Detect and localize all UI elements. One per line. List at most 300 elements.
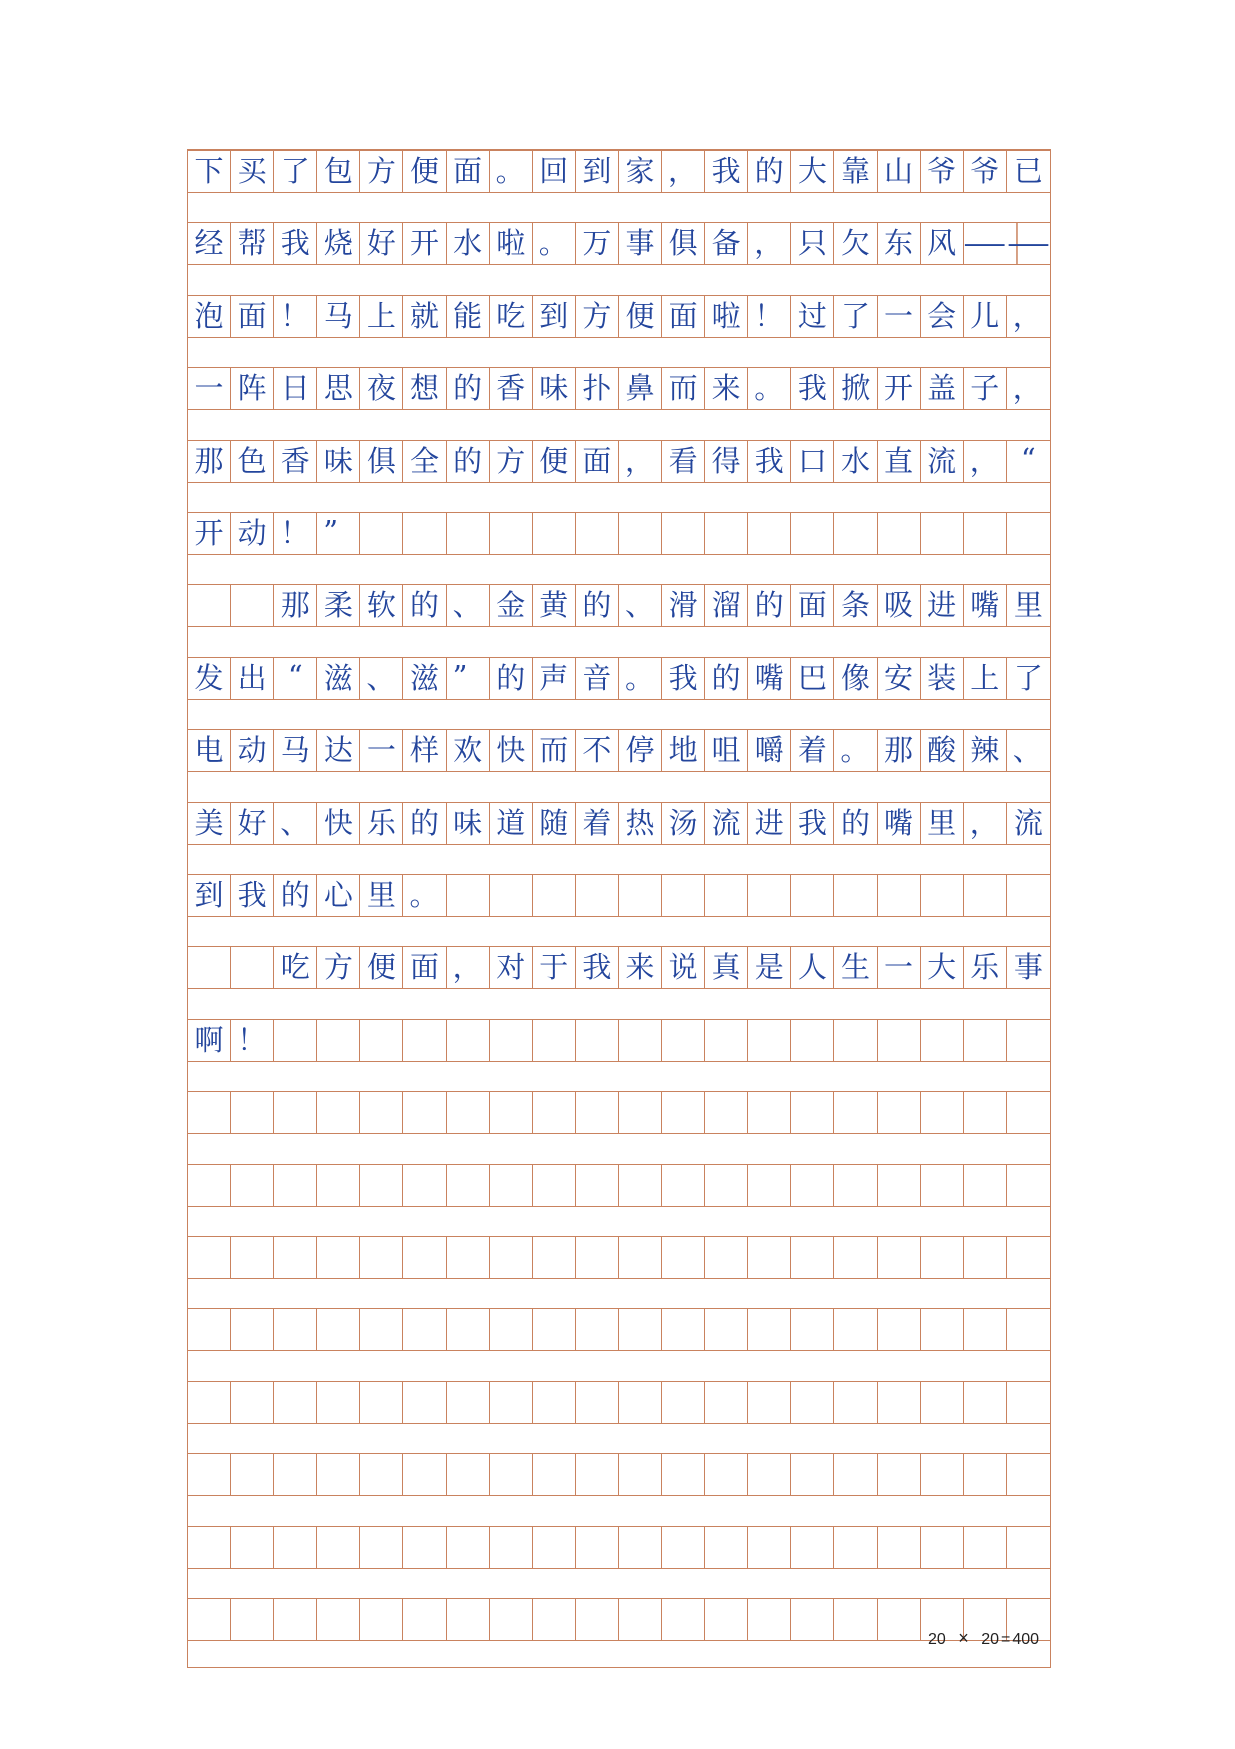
grid-cell [490,1454,533,1495]
grid-cell: 动 [231,513,274,554]
grid-cell [447,513,490,554]
grid-cell: 黄 [533,585,576,626]
grid-cell: 的 [576,585,619,626]
grid-cell: 面 [576,441,619,482]
grid-cell [447,1237,490,1278]
grid-cell: 全 [403,441,446,482]
grid-cell [188,1454,231,1495]
grid-cell [403,513,446,554]
grid-cell [662,1165,705,1206]
grid-cell: 。 [490,151,533,192]
grid-cell: 风 [921,223,964,264]
grid-cell [878,513,921,554]
grid-cell: 我 [791,803,834,844]
grid-cell: ， [964,441,1007,482]
grid-cell: 停 [619,730,662,771]
grid-cell [662,1382,705,1423]
grid-cell [921,875,964,916]
grid-cell: 儿 [964,296,1007,337]
grid-cell [447,1454,490,1495]
grid-cell [878,1454,921,1495]
grid-cell: 溜 [705,585,748,626]
grid-cell [878,1020,921,1061]
grid-cell [274,1309,317,1350]
grid-cell [791,1382,834,1423]
grid-cell [533,1454,576,1495]
grid-cell: 的 [748,585,791,626]
grid-cell: 而 [662,368,705,409]
grid-cell [1007,1020,1050,1061]
grid-cell: 水 [447,223,490,264]
grid-cell [533,1092,576,1133]
grid-cell: 真 [705,947,748,988]
grid-cell [748,1092,791,1133]
grid-cell: 滑 [662,585,705,626]
grid-cell [533,1599,576,1640]
grid-cell [791,1165,834,1206]
grid-cell [619,1382,662,1423]
grid-row [188,1236,1050,1279]
grid-row [188,729,1050,772]
grid-cell [576,1020,619,1061]
grid-cell: 声 [533,658,576,699]
grid-cell [964,1309,1007,1350]
grid-cell: 出 [231,658,274,699]
grid-cell [403,1092,446,1133]
grid-cell: 到 [576,151,619,192]
grid-cell: 掀 [834,368,877,409]
grid-cell: 直 [878,441,921,482]
grid-cell [662,1527,705,1568]
grid-cell [360,1309,403,1350]
grid-cell: 到 [533,296,576,337]
grid-cell [705,1599,748,1640]
grid-cell [705,1237,748,1278]
grid-cell [748,513,791,554]
equals-sign: = [1001,1631,1011,1648]
grid-cell [403,1237,446,1278]
grid-cell [231,585,274,626]
grid-cell: 看 [662,441,705,482]
grid-cell: 滋 [403,658,446,699]
grid-cell: 的 [705,658,748,699]
grid-cell [791,1092,834,1133]
grid-cell: 面 [791,585,834,626]
grid-cell: 大 [791,151,834,192]
grid-cell [748,1309,791,1350]
grid-cell: 的 [748,151,791,192]
grid-cell: 我 [662,658,705,699]
grid-cell [791,1599,834,1640]
grid-cell [1007,513,1050,554]
grid-cell: ， [1012,371,1042,406]
grid-cell: 一 [188,368,231,409]
grid-cell: 味 [533,368,576,409]
grid-cell: 来 [619,947,662,988]
grid-cell: 流 [1013,805,1043,840]
grid-cell [964,875,1007,916]
grid-cell [921,1527,964,1568]
grid-cell [834,1237,877,1278]
grid-cell [360,1020,403,1061]
grid-cell [274,1165,317,1206]
grid-cell [834,1527,877,1568]
grid-cell: 来 [705,368,748,409]
grid-row [188,1381,1050,1424]
grid-cell [576,1309,619,1350]
grid-cell: 、 [619,585,662,626]
grid-cell [662,513,705,554]
grid-row [188,440,1050,483]
grid-cell: 方 [317,947,360,988]
grid-cell: 金 [490,585,533,626]
grid-cell: 欢 [447,730,490,771]
grid-cell [921,1382,964,1423]
grid-cell [662,1454,705,1495]
grid-cell: 了 [274,151,317,192]
grid-cell: 方 [360,151,403,192]
grid-cell: 包 [317,151,360,192]
grid-cell [576,1092,619,1133]
grid-cell [878,1165,921,1206]
grid-cell [403,1599,446,1640]
grid-cell [834,1020,877,1061]
grid-cell [403,1165,446,1206]
grid-cell [705,1165,748,1206]
grid-row [188,150,1050,193]
grid-cell [619,1599,662,1640]
grid-row [188,1526,1050,1569]
grid-cell [834,513,877,554]
grid-cell [274,1237,317,1278]
grid-cell: 俱 [662,223,705,264]
grid-cell [662,1309,705,1350]
grid-cell [447,1092,490,1133]
grid-cell: 随 [533,803,576,844]
grid-row [188,1598,1050,1641]
grid-rows: 20 [981,1631,1000,1648]
grid-cell: ， [447,947,490,988]
grid-cell [1007,1237,1050,1278]
grid-cell: “ [274,658,317,699]
grid-cell: ” [317,513,360,554]
grid-cell [791,875,834,916]
grid-cell [188,1165,231,1206]
grid-cell [490,513,533,554]
grid-cell: 欠 [834,223,877,264]
grid-cell: 到 [188,875,231,916]
grid-cell [834,875,877,916]
grid-cell: 乐 [360,803,403,844]
grid-cell [274,1092,317,1133]
grid-cell: 那 [274,585,317,626]
grid-cell [834,1092,877,1133]
grid-cell: 下 [188,151,231,192]
grid-cell [360,1092,403,1133]
grid-cell: 我 [748,441,791,482]
grid-cell: 买 [231,151,274,192]
grid-cell: 只 [791,223,834,264]
grid-cell [403,1020,446,1061]
grid-cell: 爷 [921,151,964,192]
grid-cell: 想 [403,368,446,409]
grid-cell: 人 [791,947,834,988]
grid-cell: ， [964,803,1007,844]
grid-cell [317,1092,360,1133]
grid-cell: 汤 [662,803,705,844]
grid-cell: 口 [791,441,834,482]
grid-cell: 。 [619,658,662,699]
grid-cell [1007,1309,1050,1350]
grid-cell: 说 [662,947,705,988]
grid-cell: 便 [619,296,662,337]
grid-cell: 盖 [921,368,964,409]
grid-cell: 乐 [964,947,1007,988]
grid-cell: 面 [662,296,705,337]
grid-cell: — [953,223,1018,264]
grid-cell: 而 [533,730,576,771]
grid-cell: 面 [231,296,274,337]
grid-cell: 着 [791,730,834,771]
grid-cell: 动 [231,730,274,771]
grid-cell: 音 [576,658,619,699]
grid-cell: 我 [274,223,317,264]
grid-cell: 那 [878,730,921,771]
grid-cell: 进 [921,585,964,626]
grid-cell: 开 [188,513,231,554]
grid-cell [619,1454,662,1495]
grid-cell: 香 [490,368,533,409]
grid-cell [533,1382,576,1423]
grid-cell: 上 [360,296,403,337]
grid-cell: 开 [878,368,921,409]
grid-cell: 那 [188,441,231,482]
grid-cell [533,1165,576,1206]
grid-cell [274,1454,317,1495]
grid-cell: 面 [403,947,446,988]
grid-cell [188,1382,231,1423]
grid-cell [533,513,576,554]
grid-cell [231,1237,274,1278]
grid-cell: 面 [447,151,490,192]
grid-cell: 马 [274,730,317,771]
grid-cell [317,1309,360,1350]
grid-cell [1007,1454,1050,1495]
grid-cell: 装 [921,658,964,699]
grid-cell [317,1237,360,1278]
grid-cell: 烧 [317,223,360,264]
grid-cell [447,1599,490,1640]
grid-cell: 万 [576,223,619,264]
grid-cell: 经 [188,223,231,264]
grid-row [188,367,1050,410]
grid-cell: 一 [360,730,403,771]
grid-cell [576,1237,619,1278]
grid-row [188,222,1050,265]
grid-cell: 事 [1013,950,1043,985]
grid-cell: ， [1012,298,1042,333]
grid-cell: 夜 [360,368,403,409]
grid-cell: 靠 [834,151,877,192]
grid-cell: 我 [231,875,274,916]
grid-cell: 我 [576,947,619,988]
grid-cell [834,1382,877,1423]
grid-cell [317,1454,360,1495]
grid-cell [921,1309,964,1350]
grid-cell: 道 [490,803,533,844]
grid-cell [360,1237,403,1278]
grid-cell [834,1165,877,1206]
grid-cell [317,1527,360,1568]
grid-cell: 是 [748,947,791,988]
grid-cell: 柔 [317,585,360,626]
grid-cell [231,1092,274,1133]
grid-cell: 能 [447,296,490,337]
grid-cell [705,875,748,916]
grid-cell [748,1382,791,1423]
grid-cell [705,1309,748,1350]
grid-cell: 我 [791,368,834,409]
grid-cell [490,1382,533,1423]
grid-cell: 巴 [791,658,834,699]
grid-cell [533,1309,576,1350]
grid-row [188,512,1050,555]
grid-cols: 20 [928,1631,946,1648]
grid-cell: 马 [317,296,360,337]
grid-cell [576,1527,619,1568]
grid-cell [447,1165,490,1206]
grid-cell: 了 [1013,660,1043,695]
grid-cell [1007,1165,1050,1206]
grid-cell: 进 [748,803,791,844]
grid-cell [447,1309,490,1350]
grid-cell [791,513,834,554]
grid-cell [748,1237,791,1278]
grid-cell: “ [1020,441,1036,476]
grid-cell [964,1020,1007,1061]
grid-cell [1007,1382,1050,1423]
grid-cell: ！ [274,513,317,554]
grid-cell [274,1527,317,1568]
grid-cell: 嘴 [964,585,1007,626]
grid-cell [403,1454,446,1495]
grid-cell [360,1382,403,1423]
grid-cell: 美 [188,803,231,844]
grid-cell [317,1382,360,1423]
grid-cell: 扑 [576,368,619,409]
grid-cell: 对 [490,947,533,988]
grid-cell: 于 [533,947,576,988]
grid-cell [576,1599,619,1640]
grid-cell [1007,1527,1050,1568]
grid-cell [533,875,576,916]
grid-cell [576,1165,619,1206]
grid-cell [619,875,662,916]
grid-cell: 水 [834,441,877,482]
grid-cell [490,1309,533,1350]
grid-cell: 吃 [490,296,533,337]
grid-cell: 嘴 [748,658,791,699]
grid-cell: 日 [274,368,317,409]
grid-cell: 安 [878,658,921,699]
grid-cell: 条 [834,585,877,626]
grid-cell [964,1454,1007,1495]
grid-row [188,802,1050,845]
grid-cell [360,513,403,554]
grid-row [188,657,1050,700]
grid-cell: 啊 [188,1020,231,1061]
grid-cell [662,1092,705,1133]
grid-cell [662,1237,705,1278]
grid-cell [576,513,619,554]
writing-grid-sheet [187,149,1051,1668]
grid-cell: 着 [576,803,619,844]
grid-cell [490,875,533,916]
grid-cell [748,1527,791,1568]
grid-cell [403,1309,446,1350]
grid-row [188,946,1050,989]
grid-cell [878,1092,921,1133]
grid-cell [274,1599,317,1640]
grid-cell [576,875,619,916]
grid-cell [317,1020,360,1061]
grid-cell [964,513,1007,554]
grid-cell: 家 [619,151,662,192]
grid-cell [619,1237,662,1278]
grid-cell: 。 [403,875,446,916]
grid-cell: ， [619,441,662,482]
grid-cell [619,513,662,554]
grid-cell: 像 [834,658,877,699]
grid-cell [878,1527,921,1568]
grid-cell: ， [662,151,705,192]
grid-cell [231,1454,274,1495]
grid-cell [231,947,274,988]
grid-cell [490,1527,533,1568]
grid-row [188,295,1050,338]
grid-cell: 就 [403,296,446,337]
grid-row [188,1091,1050,1134]
grid-cell: 的 [403,803,446,844]
grid-cell: 泡 [188,296,231,337]
grid-cell [447,875,490,916]
grid-cell: 便 [533,441,576,482]
grid-cell: 的 [403,585,446,626]
grid-cell: 过 [791,296,834,337]
grid-cell [274,1382,317,1423]
grid-cell: 方 [490,441,533,482]
grid-cell [705,1382,748,1423]
grid-cell: 。 [748,368,791,409]
grid-cell [791,1454,834,1495]
grid-cell [403,1527,446,1568]
grid-cell [274,1020,317,1061]
grid-cell: 一 [878,296,921,337]
grid-cell: 快 [317,803,360,844]
grid-cell: 东 [878,223,921,264]
grid-cell: 嘴 [878,803,921,844]
grid-cell [921,1092,964,1133]
grid-cell: 流 [705,803,748,844]
grid-cell: 回 [533,151,576,192]
grid-cell [1007,1092,1050,1133]
grid-cell [188,1599,231,1640]
grid-cell: 不 [576,730,619,771]
grid-cell [490,1092,533,1133]
grid-cell: 样 [403,730,446,771]
grid-cell: 香 [274,441,317,482]
grid-cell [490,1599,533,1640]
